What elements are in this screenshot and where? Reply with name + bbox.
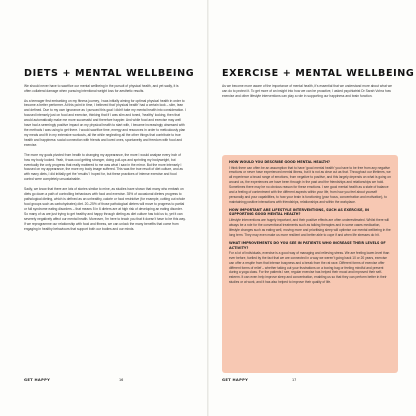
interview-answer: For a lot of individuals, exercise is a good way of managing and relieving stress. We are feeling lower-level than ever before, fuelled by the fact that we are connected in a way we weren't going back 10 or 20 years, exercise can offer a respite from that intense busyness and a break from the rat race. Different forms of exercise offer different forms of relief – whether taking out your frustrations on a boxing bag or feeling mindful and present during a yoga class. For the patients I see, regular exercise has helped their mood and improved their self-esteem. It can even help improve sleep and concentration, enabling us so that they can perform better in their studies or at work, and it has also helped to improve their quality of life. (229, 251, 390, 285)
interview-question: HOW WOULD YOU DESCRIBE GOOD MENTAL HEALTH? (229, 160, 330, 164)
left-page (0, 0, 207, 416)
interview-answer: I think there can often be an assumption that to have 'good mental health' you have to be free from any negative emotions or never have experienced mental illness, but it is not as clear cut as that. Throughout our lifetimes, we all experience a broad range of emotions, from negative to positive, and this largely depends on what is going on around us, the experiences we have been through in the past and the friendships and relationships we hold. Sometimes there may be no obvious reason for these emotions. I see good mental health as a state of balance and a feeling of contentment with the different aspects within your life, from how you feel about yourself personally and your capabilities, to how your brain is functioning (your focus, concentration and motivation), to maintaining positive interactions with friendships, relationships and within the workplace. (229, 165, 391, 204)
paragraph: The more my goals pivoted from health to changing my appearance, the more I would analyse every inch of how my body looked. Yeah, it was cool getting stronger, doing pull-ups and sprinting my bodyweight, but eventually the only progress that really mattered to me was what I saw in the mirror. But the more intensely I focused on my appearance, the more my body image suffered. This was the true result of diet culture, and as with many diets, I did initially get the 'results' I hoped for, but these practices of intense exercise and food control were completely unsustainable. (24, 152, 183, 182)
right-page (209, 0, 416, 416)
footer-brand: GET HAPPY (24, 378, 51, 382)
right-page-footer (222, 378, 392, 386)
interview-question: HOW IMPORTANT ARE LIFESTYLE INTERVENTIONS, SUCH AS EXERCISE, IN SUPPORTING GOOD MENTAL HEALTH? (229, 207, 369, 217)
page-number: 17 (292, 378, 297, 382)
right-page-heading: EXERCISE + MENTAL WELLBEING (222, 68, 415, 79)
left-page-footer (24, 378, 184, 386)
left-page-body (24, 84, 186, 236)
paragraph: Sadly, we know that there are lots of stories similar to mine, as studies have shown that many who embark on diets go down a path of controlling behaviours with food and exercise. 35% of occasional dieters progress to pathological dieting, which is defined as an unhealthy, calorie or food restrictive (for example, cutting out whole food groups such as carbohydrates) diet. 20–25% of those pathological dieters will move to progress to partial or full syndrome eating disorders – that means 5 in 6 dieters are at high risk of developing an eating disorder. So many of us are just trying to get healthy and happy through dieting as diet culture has told us to, yet it can severely negatively affect our mental health. Moreover, I'm here to teach you that it doesn't have to be this way. If we reprogramme our relationship with food and fitness, we can unlock the many benefits that come from engaging in healthy behaviours that support both our bodies and our minds. (24, 186, 186, 231)
paragraph: As a teenager first embarking on my fitness journey, I was initially aiming for optimal physical health in order to become a better performer. At this point in time, I believed that 'physical health' had a certain look – slim, lean and defined. Due to my own ignorance as I pursued this goal I didn't take my mental health into consideration. I focused intensely just on food and exercise, thinking that if I was slim and toned, 'healthy' looking, then that would automatically make me more successful and therefore happier. And while food and exercise may well have had a seemingly positive impact on my physical health to start with, I became increasingly obsessed with the methods I was using to get there. I would sacrifice time, energy and resources in order to meticulously plan my meals and fit in my extensive workouts, all the while neglecting all the other things that contribute to true health and happiness: social connection with friends and loved ones, spontaneity and freedom with food and exercise. (24, 98, 186, 148)
left-page-heading: DIETS + MENTAL WELLBEING (24, 68, 195, 79)
paragraph: As we become more aware of the importance of mental health, it's essential that we understand more about what we can do to protect it. To get more of an insight into how we can be proactive, I asked psychiatrist Dr Sarah Vohra how exercise and other lifestyle interventions can play a role in supporting our happiness and brain function. (222, 84, 392, 98)
footer-brand: GET HAPPY (222, 378, 249, 382)
paragraph: We should never have to sacrifice our mental wellbeing in the pursuit of physical health, and yet sadly, it is often collateral damage when pursuing intentional weight loss for aesthetic results. (24, 84, 179, 93)
interview-answer: Lifestyle interventions are hugely important, and their positive effects are often underestimated. Whilst there will always be a role for the conventional treatments such as talking therapies and in some cases medication, lifestyle changes such as eating well, moving more and prioritising sleep will optimise our mental wellbeing in the long term. They may even make us more resilient and better able to cope if and when life stresses do hit. (229, 218, 391, 237)
right-page-intro (222, 84, 392, 103)
interview-question: WHAT IMPROVEMENTS DO YOU SEE IN PATIENTS WHO INCREASE THEIR LEVELS OF ACTIVITY? (229, 240, 386, 250)
interview-panel (222, 155, 398, 373)
page-number: 16 (119, 378, 124, 382)
